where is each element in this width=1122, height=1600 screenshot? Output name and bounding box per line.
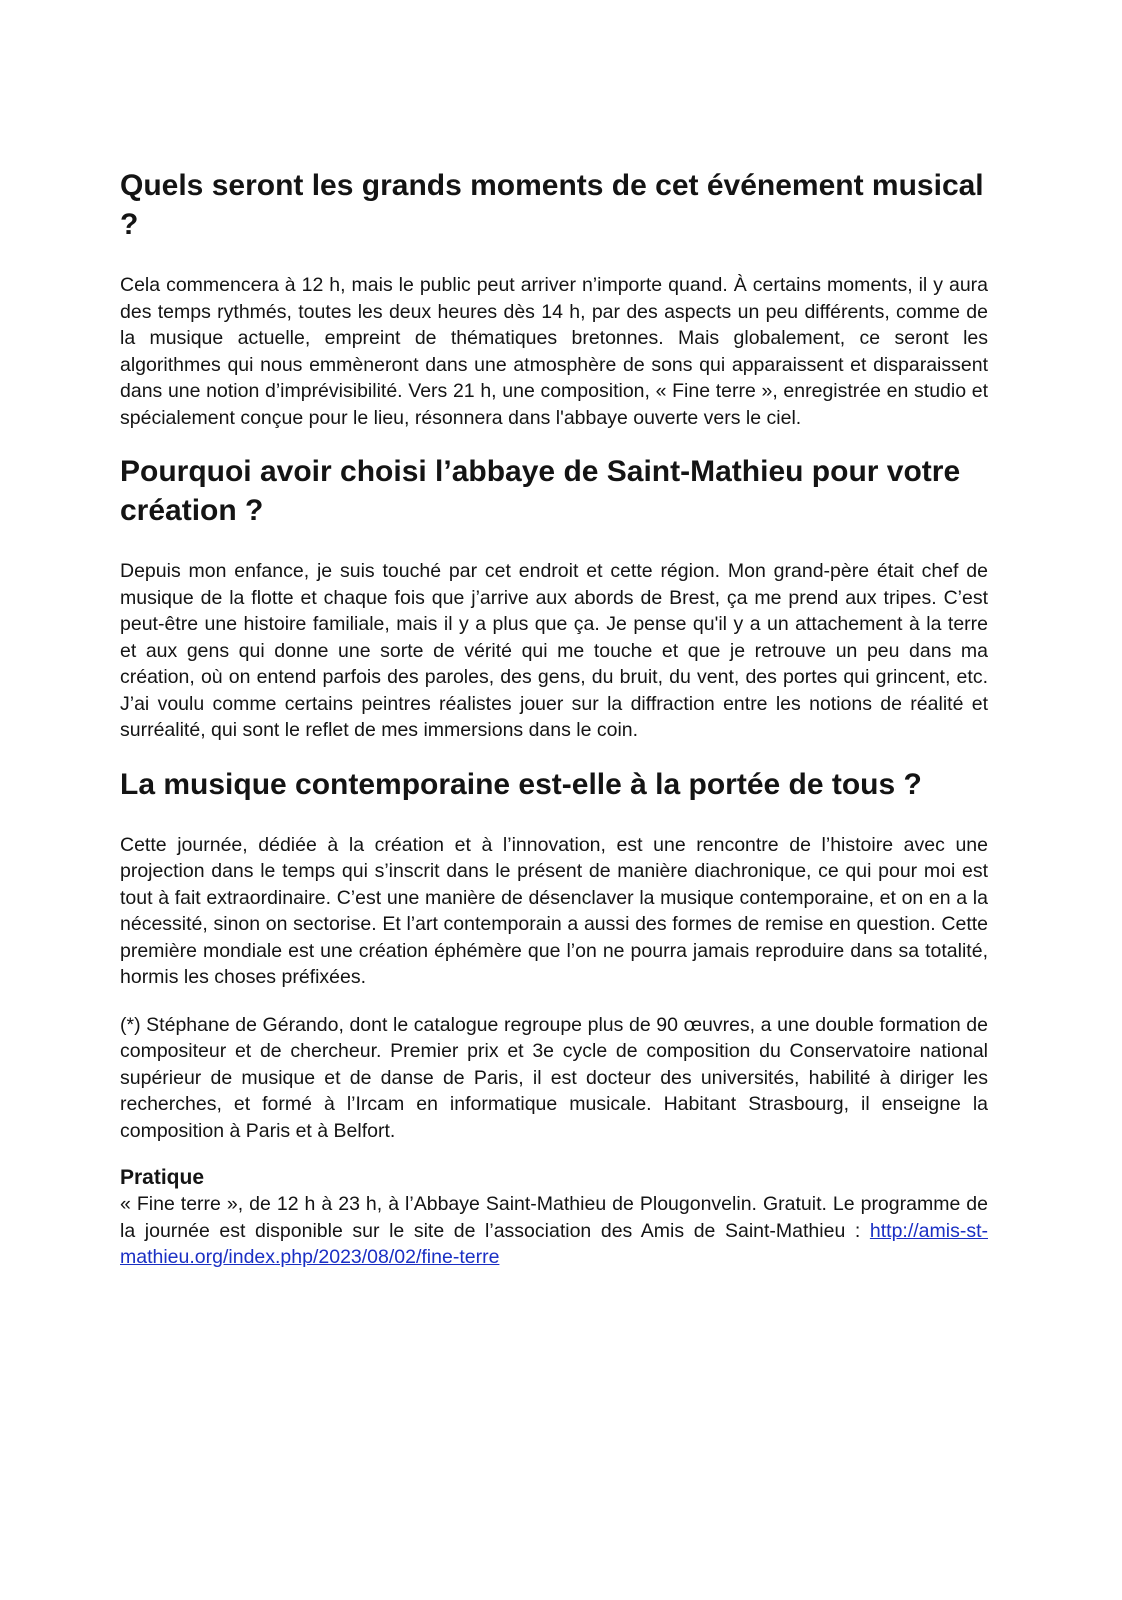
article xyxy=(120,166,988,1271)
pratique-body: « Fine terre », de 12 h à 23 h, à l’Abbaye Saint-Mathieu de Plougonvelin. Gratuit. Le programme de la journée est disponible sur le site de l’association des Amis de Saint-Mathieu : xyxy=(120,1193,988,1242)
pratique-title: Pratique xyxy=(120,1166,205,1189)
pratique-text xyxy=(120,1191,988,1271)
section-title-3: La musique contemporaine est-elle à la portée de tous ? xyxy=(120,767,922,801)
section-body-2: Depuis mon enfance, je suis touché par cet endroit et cette région. Mon grand-père était chef de musique de la flotte et chaque fois que j’arrive aux abords de Brest, ça me prend aux tripes. C’est peut-être une histoire familiale, mais il y a plus que ça. Je pense qu'il y a un attachement à la terre et aux gens qui donne une sorte de vérité qui me touche et que je retrouve un peu dans ma création, où on entend parfois des paroles, des gens, du bruit, du vent, des portes qui grincent, etc. J’ai voulu comme certains peintres réalistes jouer sur la diffraction entre les notions de réalité et surréalité, qui sont le reflet de mes immersions dans le coin. xyxy=(120,560,988,741)
program-link[interactable]: http://amis-st-mathieu.org/index.php/2023/08/02/fine-terre xyxy=(120,1219,988,1268)
section-title-2: Pourquoi avoir choisi l’abbaye de Saint-Mathieu pour votre création ? xyxy=(120,455,961,527)
section-body-1: Cela commencera à 12 h, mais le public peut arriver n’importe quand. À certains moments, il y aura des temps rythmés, toutes les deux heures dès 14 h, par des aspects un peu différents, comme de la musique actuelle, empreint de thématiques bretonnes. Mais globalement, ce seront les algorithmes qui nous emmèneront dans une atmosphère de sons qui apparaissent et disparaissent dans une notion d’imprévisibilité. Vers 21 h, une composition, « Fine terre », enregistrée en studio et spécialement conçue pour le lieu, résonnera dans l'abbaye ouverte vers le ciel. xyxy=(120,274,988,429)
author-note: (*) Stéphane de Gérando, dont le catalogue regroupe plus de 90 œuvres, a une double formation de compositeur et de chercheur. Premier prix et 3e cycle de composition du Conservatoire national supérieur de musique et de danse de Paris, il est docteur des universités, habilité à diriger les recherches, et formé à l’Ircam en informatique musicale. Habitant Strasbourg, il enseigne la composition à Paris et à Belfort. xyxy=(120,1013,988,1142)
section-title-1: Quels seront les grands moments de cet événement musical ? xyxy=(120,169,984,241)
section-body-3: Cette journée, dédiée à la création et à l’innovation, est une rencontre de l’histoire avec une projection dans le temps qui s’inscrit dans le présent de manière diachronique, ce qui pour moi est tout à fait extraordinaire. C’est une manière de désenclaver la musique contemporaine, et on en a la nécessité, sinon on sectorise. Et l’art contemporain a aussi des formes de remise en question. Cette première mondiale est une création éphémère que l’on ne pourra jamais reproduire dans sa totalité, hormis les choses préfixées. xyxy=(120,833,988,988)
